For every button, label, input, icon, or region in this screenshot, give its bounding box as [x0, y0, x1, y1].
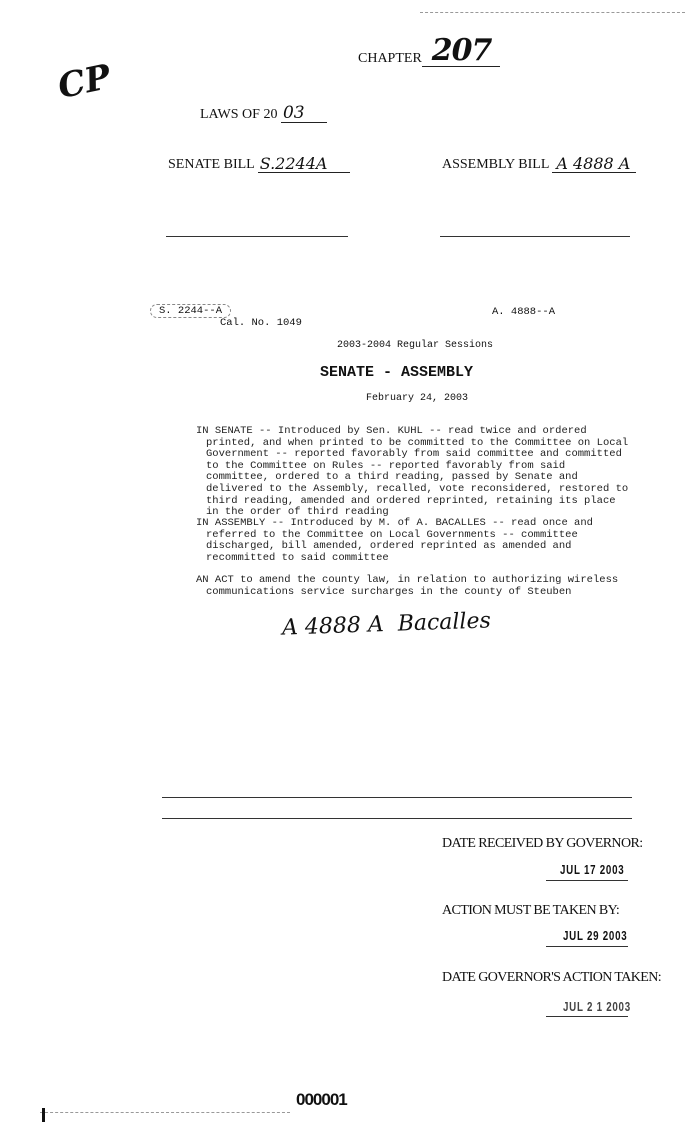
action-by-date-line: [546, 946, 628, 947]
chapter-line: [358, 33, 500, 68]
corner-handwritten-mark: CP: [54, 56, 115, 108]
assembly-bill-label: ASSEMBLY BILL: [442, 157, 549, 172]
received-label: DATE RECEIVED BY GOVERNOR:: [442, 836, 643, 851]
blank-line-right: [440, 236, 630, 237]
laws-year: 03: [282, 103, 305, 123]
assembly-bill-line: [442, 154, 636, 173]
laws-of-line: [200, 103, 327, 123]
bottom-corner-mark: [42, 1108, 45, 1122]
action-taken-date-line: [546, 1016, 628, 1017]
act-title: AN ACT to amend the county law, in relation to authorizing wireless communications service surcharges in the county of Steuben: [196, 574, 619, 598]
scan-edge-line: [420, 12, 685, 13]
laws-label: LAWS OF 20: [200, 107, 278, 122]
separator-line-upper: [162, 797, 632, 798]
action-taken-date-stamp: JUL 2 1 2003: [563, 999, 631, 1014]
chamber-title: SENATE - ASSEMBLY: [320, 364, 474, 381]
assembly-history: IN ASSEMBLY -- Introduced by M. of A. BACALLES -- read once and referred to the Committee on Local Governments -- committee discharged, bill amended, ordered reprinted as amended and recommitted to said committee: [196, 517, 593, 564]
action-by-label: ACTION MUST BE TAKEN BY:: [442, 903, 620, 918]
assembly-bill-number: A 4888 A: [556, 154, 631, 173]
chapter-label: CHAPTER: [358, 51, 422, 66]
handwritten-bill-note: A 4888 A Bacalles: [281, 608, 492, 641]
blank-line-left: [166, 236, 348, 237]
bottom-scan-edge: [40, 1112, 290, 1113]
senate-bill-id: S. 2244--A: [150, 305, 231, 317]
separator-line-lower: [162, 818, 632, 819]
chapter-number: 207: [431, 33, 492, 68]
action-by-date-stamp: JUL 29 2003: [563, 928, 628, 943]
senate-bill-label: SENATE BILL: [168, 157, 255, 172]
action-taken-label: DATE GOVERNOR'S ACTION TAKEN:: [442, 970, 662, 985]
received-date-stamp: JUL 17 2003: [560, 862, 625, 877]
senate-bill-line: [168, 154, 350, 173]
bill-date: February 24, 2003: [366, 393, 469, 404]
assembly-bill-id: A. 4888--A: [492, 306, 556, 318]
received-date-line: [546, 880, 628, 881]
page-number-stamp: 000001: [296, 1090, 347, 1109]
calendar-number: Cal. No. 1049: [220, 317, 302, 329]
senate-bill-number: S.2244A: [259, 154, 328, 173]
senate-history: IN SENATE -- Introduced by Sen. KUHL -- read twice and ordered printed, and when printed to be committed to the Committee on Local Government -- reported favorably from said committee and committed to the Committee on Rules -- reported favorably from said committee, ordered to a third reading, passed by Senate and delivered to the Assembly, recalled, vote reconsidered, restored to third reading, amended and ordered reprinted, retaining its place in the order of third reading: [196, 425, 629, 519]
session-label: 2003-2004 Regular Sessions: [337, 340, 494, 351]
